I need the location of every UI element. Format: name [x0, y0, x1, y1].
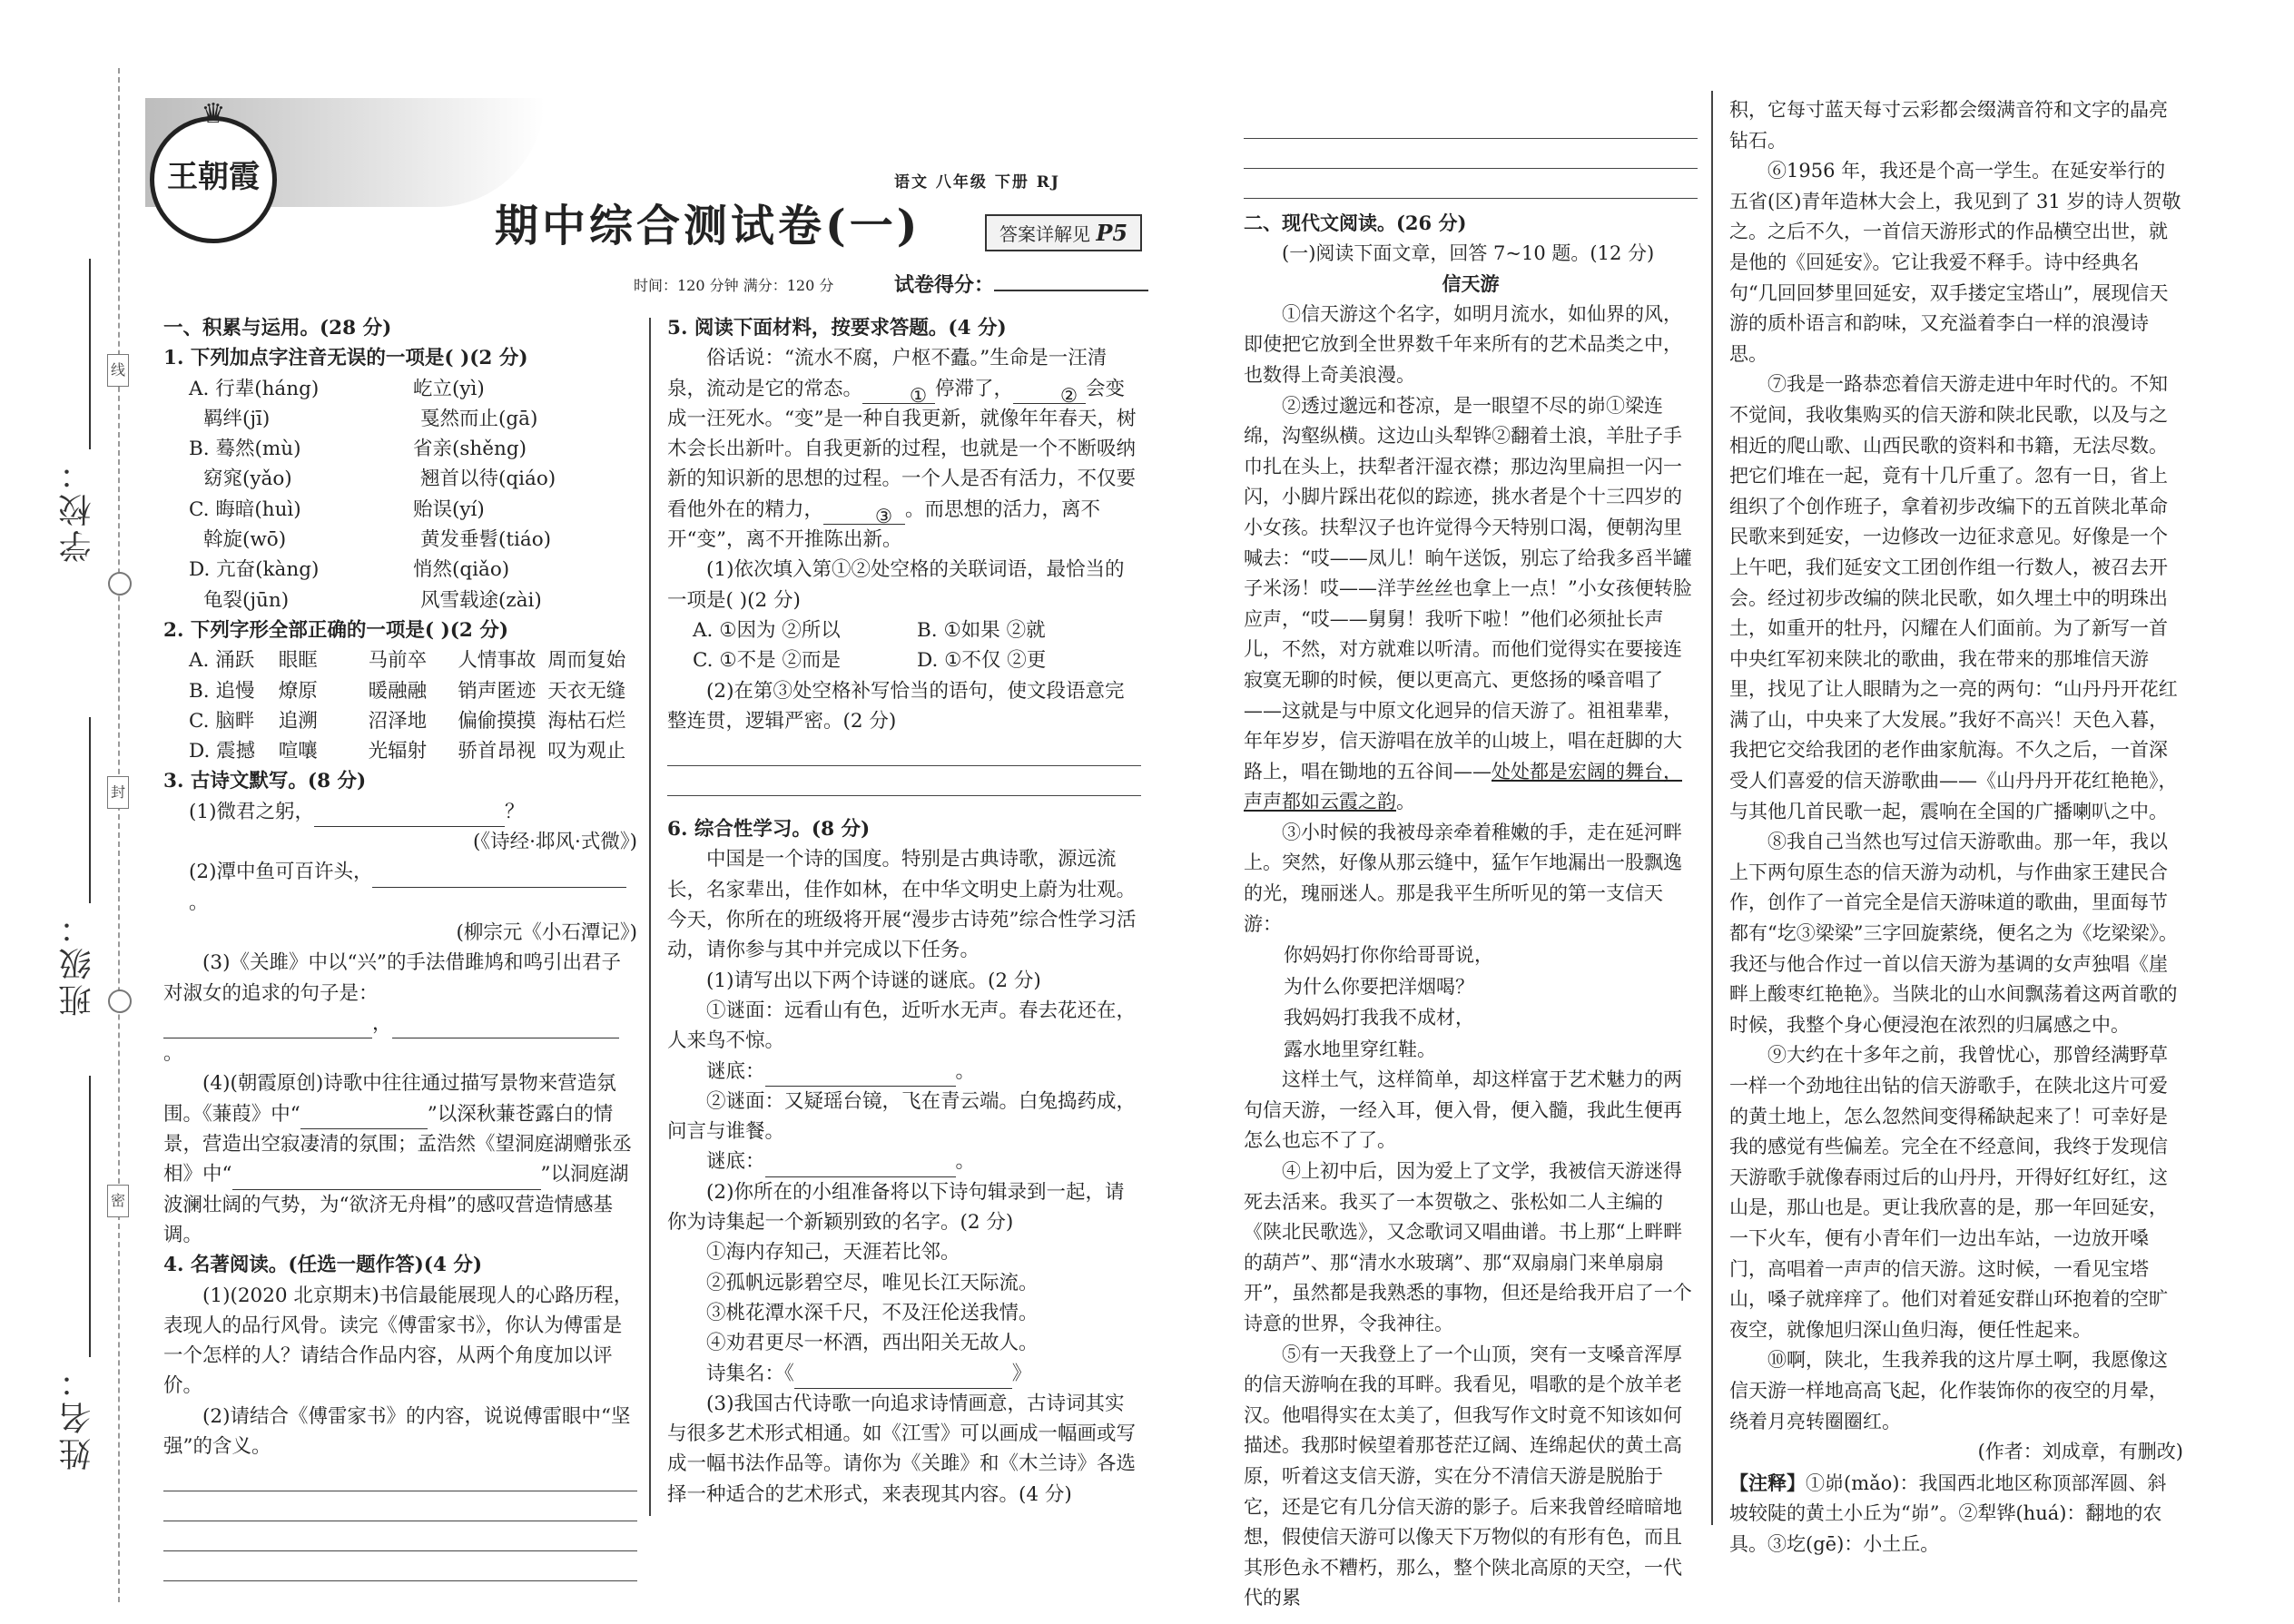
school-label: 学校： [59, 454, 96, 563]
q5-options-ab: A. ①因为 ②所以 B. ①如果 ②就 [693, 618, 1046, 642]
question-6: 6. 综合性学习。(8 分) [667, 818, 871, 842]
seal-mark-line: 线 [107, 354, 129, 387]
notes-label: 【注释】 [1729, 1471, 1806, 1494]
class-field[interactable] [89, 717, 91, 903]
q3-4: (4)(朝霞原创)诗歌中往往通过描写景物来营造氛围。《蒹葭》中“ ”以深秋蒹苍露白的情景，营造出空寂凄清的氛围；孟浩然《望洞庭湖赠张丞相》中“ ”以洞庭湖波澜壮阔的气势，为“欲济无舟楫”的感叹营造情感基调。 [163, 1072, 633, 1246]
name-label: 姓名： [59, 1362, 96, 1471]
source-note: (柳宗元《小石潭记》) [456, 920, 637, 944]
answer-blank[interactable] [794, 1366, 1012, 1389]
answer-blank[interactable] [392, 1016, 619, 1038]
q3-3: (3)《关雎》中以“兴”的手法借雎鸠和鸣引出君子对淑女的追求的句子是： [163, 951, 621, 1005]
paragraph: ④上初中后，因为爱上了文学，我被信天游迷得死去活来。我买了一本贺敬之、张松如二人主编的《陕北民歌选》，又念歌词又唱曲谱。书上那“上畔畔的葫芦”、那“清水水玻璃”、那“双扇扇门来单扇扇开”，虽然都是我熟悉的事物，但还是给我开启了一个诗意的世界，令我神往。 [1244, 1160, 1692, 1334]
poem-line: ③桃花潭水深千尺，不及汪伦送我情。 [706, 1301, 1039, 1324]
q2-option-d: D. 震撼 喧嚷 光辐射 骄首昂视 叹为观止 [189, 740, 626, 763]
column-divider [1711, 91, 1713, 1525]
q6-2: (2)你所在的小组准备将以下诗句辑录到一起，请你为诗集起一个新颖别致的名字。(2 分) [667, 1180, 1125, 1235]
column-2 [667, 313, 1141, 1510]
answer-line[interactable] [163, 1462, 637, 1491]
paragraph: ⑦我是一路恭恋着信天游走进中年时代的。不知不觉间，我收集购买的信天游和陕北民歌，以及与之相近的爬山歌、山西民歌的资料和书籍，无法尽数。把它们堆在一起，竟有十几斤重了。忽有一日，省上组织了个创作班子，拿着初步改编下的五首陕北革命民歌来到延安，一边修改一边征求意见。好像是一个上午吧，我们延安文工团创作组一行数人，被召去开会。经过初步改编的陕北民歌，如久埋土中的明珠出土，如重开的牡丹，闪耀在人们面前。为了新写一首中央红军初来陕北的歌曲，我在带来的那堆信天游里，找见了让人眼睛为之一亮的两句：“山丹丹开花红满了山，中央来了大发展。”我好不高兴！天色入暮，我把它交给我团的老作曲家航海。不久之后，一首深受人们喜爱的信天游歌曲——《山丹丹开花红艳艳》，与其他几首民歌一起，震响在全国的广播喇叭之中。 [1729, 373, 2178, 822]
paragraph: ⑨大约在十多年之前，我曾忧心，那曾经满野草一样一个劲地往出钻的信天游歌手，在陕北这片可爱的黄土地上，怎么忽然间变得稀缺起来了！可幸好是我的感觉有些偏差。完全在不经意间，我终于发现信天游歌手就像春雨过后的山丹丹，开得好红好红，这山是，那山也是。更让我欣喜的是，那一年回延安，一下火车，便有小青年们一边出车站，一边放开嗓门，高唱着一声声的信天游。这时候，一看见宝塔山，嗓子就痒痒了。他们对着延安群山环抱着的空旷夜空，就像旭归深山鱼归海，便任性起来。 [1729, 1044, 2168, 1341]
riddle-2: ②谜面：又疑瑶台镜，飞在青云端。白兔捣药成，问言与谁餐。 [667, 1089, 1137, 1144]
question-2: 2. 下列字形全部正确的一项是( )(2 分) [163, 618, 509, 642]
column-4 [1729, 95, 2183, 1560]
answer-reference [985, 214, 1142, 251]
paragraph: ⑧我自己当然也写过信天游歌曲。那一年，我以上下两句原生态的信天游为动机，与作曲家王建民合作，创作了一首完全是信天游味道的歌曲，里面每节都有“圪③梁梁”三字回旋萦绕，便名之为《圪梁梁》。我还与他合作过一首以信天游为基调的女声独唱《崖畔上酸枣红艳艳》。当陕北的山水间飘荡着这两首歌的时候，我整个身心便浸泡在浓烈的归属感之中。 [1729, 831, 2178, 1036]
binding-ring [108, 989, 132, 1013]
class-label: 班级： [59, 908, 96, 1017]
poem-line: 为什么你要把洋烟喝？ [1284, 975, 1474, 998]
q3-1: (1)微君之躬， ？ [163, 797, 637, 827]
blank-2[interactable]: ② [1013, 381, 1086, 404]
q1-option-c2: 斡旋(wō) 黄发垂髫(tiáo) [203, 528, 552, 552]
binding-ring [108, 572, 132, 595]
riddle-2-answer: 谜底： 。 [667, 1147, 1141, 1176]
school-field[interactable] [89, 259, 91, 449]
answer-blank[interactable] [300, 1107, 428, 1129]
q6-3: (3)我国古代诗歌一向追求诗情画意，古诗词其实与很多艺术形式相通。如《江雪》可以画成一幅画或写成一幅书法作品等。请你为《关雎》和《木兰诗》各选择一种适合的艺术形式，来表现其内容。(4 分) [667, 1392, 1137, 1506]
poem-line: 露水地里穿红鞋。 [1284, 1038, 1436, 1060]
answer-line[interactable] [163, 1521, 637, 1551]
paragraph: ③小时候的我被母亲牵着稚嫩的手，走在延河畔上。突然，好像从那云缝中，猛乍乍地漏出一股飘逸的光，瑰丽迷人。那是我平生所听见的第一支信天游： [1244, 821, 1682, 935]
time-info: 时间：120 分钟 满分：120 分 [634, 277, 834, 294]
article-title: 信天游 [1442, 272, 1500, 296]
question-1: 1. 下列加点字注音无误的一项是( )(2 分) [163, 347, 528, 370]
column-3 [1244, 109, 1698, 1614]
section-heading: 一、积累与运用。(28 分) [163, 317, 392, 340]
footnotes [1729, 1468, 2183, 1560]
q5-1: (1)依次填入第①②处空格的关联词语，最恰当的一项是( )(2 分) [667, 558, 1125, 612]
poem-line: 你妈妈打你你给哥哥说， [1284, 944, 1493, 967]
blank-3[interactable]: ③ [823, 502, 905, 525]
answer-ref-label: 答案详解见 [999, 223, 1090, 245]
q2-option-b: B. 追慢 燎原 暖融融 销声匿迹 天衣无缝 [189, 679, 626, 703]
column-divider [649, 318, 651, 1516]
author-note: (作者：刘成章，有删改) [1977, 1441, 2183, 1463]
paragraph: ⑤有一天我登上了一个山顶，突有一支嗓音浑厚的信天游响在我的耳畔。我看见，唱歌的是个放羊老汉。他唱得实在太美了，但我写作文时竟不知该如何描述。我那时候望着那苍茫辽阔、连绵起伏的黄土高原，听着这支信天游，实在分不清信天游是脱胎于它，还是它有几分信天游的影子。后来我曾经暗暗地想，假使信天游可以像天下万物似的有形有色，而且其形色永不糟朽，那么，整个陕北高原的天空，一代代的累 [1244, 1343, 1682, 1609]
paragraph: ⑥1956 年，我还是个高一学生。在延安举行的五省(区)青年造林大会上，我见到了 31 岁的诗人贺敬之。之后不久，一首信天游形式的作品横空出世，就是他的《回延安》。它让我爱不释手。诗中经典名句“几回回梦里回延安，双手搂定宝塔山”，展现信天游的质朴语言和韵味，又充溢着李白一样的浪漫诗思。 [1729, 160, 2181, 365]
crown-icon: ♛ [201, 98, 226, 130]
page-title: 期中综合测试卷(一) [495, 201, 921, 251]
answer-line[interactable] [1244, 169, 1698, 199]
q6-intro: 中国是一个诗的国度。特别是古典诗歌，源远流长，名家辈出，佳作如林，在中华文明史上蔚为壮观。今天，你所在的班级将开展“漫步古诗苑”综合性学习活动，请你参与其中并完成以下任务。 [667, 848, 1137, 962]
reading-intro: (一)阅读下面文章，回答 7~10 题。(12 分) [1282, 241, 1655, 264]
source-note: (《诗经·邶风·式微》) [473, 831, 637, 854]
answer-line[interactable] [667, 736, 1141, 766]
poem-line: ④劝君更尽一杯酒，西出阳关无故人。 [706, 1332, 1039, 1355]
score-label: 试卷得分： [894, 273, 995, 297]
question-5: 5. 阅读下面材料，按要求答题。(4 分) [667, 317, 1007, 340]
poem-line: ②孤帆远影碧空尽，唯见长江天际流。 [706, 1271, 1039, 1294]
question-3: 3. 古诗文默写。(8 分) [163, 770, 367, 793]
q1-option-b: B. 蓦然(mù) 省亲(shěng) [189, 438, 527, 461]
binding-strip [0, 0, 136, 1624]
q1-option-b2: 窈窕(yǎo) 翘首以待(qiáo) [203, 468, 556, 491]
q4-1: (1)(2020 北京期末)书信最能展现人的心路历程，表现人的品行风骨。读完《傅雷家书》，你认为傅雷是一个怎样的人？请结合作品内容，从两个角度加以评价。 [163, 1284, 634, 1398]
answer-blank[interactable] [765, 1155, 956, 1177]
q6-1: (1)请写出以下两个诗谜的谜底。(2 分) [706, 969, 1041, 992]
poem-line: 我妈妈打我我不成材， [1284, 1007, 1474, 1029]
q1-option-a: A. 行辈(háng) 屹立(yì) [189, 377, 485, 400]
answer-blank[interactable] [314, 804, 505, 827]
q1-option-d: D. 亢奋(kàng) 悄然(qiǎo) [189, 558, 510, 582]
q3-3-blanks: ，。 [163, 1009, 637, 1069]
paragraph: ①信天游这个名字，如明月流水，如仙界的风，即使把它放到全世界数千年来所有的艺术品类之中，也数得上奇美浪漫。 [1244, 302, 1682, 386]
q3-2: (2)潭中鱼可百许头，。 [163, 857, 637, 918]
paragraph: ②透过邈远和苍凉，是一眼望不尽的峁①梁连绵，沟壑纵横。这边山头犁铧②翻着土浪，羊肚子手巾扎在头上，扶犁者汗湿衣襟；那边沟里扁担一闪一闪，小脚片踩出花似的踪迹，挑水者是个十三四岁的小女孩。扶犁汉子也许觉得今天特别口渴，便朝沟里喊去：“哎——凤儿！晌午送饭，别忘了给我多舀半罐子米汤！哎——洋芋丝丝也拿上一点！”小女孩便转脸应声，“哎——舅舅！我听下啦！”他们必须扯长声儿，不然，对方就难以听清。而他们觉得实在要接连寂寞无聊的时候，便以更高亢、更悠扬的嗓音唱了——这就是与中原文化迥异的信天游了。祖祖辈辈，年年岁岁，信天游唱在放羊的山坡上，唱在赶脚的大路上，唱在锄地的五谷间——处处都是宏阔的舞台，声声都如云霞之韵。 [1244, 394, 1692, 813]
logo-text: 王朝霞 [167, 159, 260, 195]
paragraph: 积，它每寸蓝天每寸云彩都会缀满音符和文字的晶亮钻石。 [1729, 99, 2168, 152]
q4-2: (2)请结合《傅雷家书》的内容，说说傅雷眼中“坚强”的含义。 [163, 1404, 631, 1458]
q2-option-c: C. 脑畔 追溯 沼泽地 偏偷摸摸 海枯石烂 [189, 709, 626, 733]
seal-mark-seal: 封 [107, 776, 129, 809]
answer-line[interactable] [1244, 139, 1698, 169]
answer-blank[interactable] [332, 1167, 541, 1190]
answer-line[interactable] [667, 766, 1141, 796]
q1-option-c: C. 晦暗(huì) 贻误(yí) [189, 497, 485, 521]
notes-text: ①峁(mǎo)：我国西北地区称顶部浑圆、斜坡较陡的黄土小丘为“峁”。②犁铧(huá)：翻地的农具。③圪(gē)：小土丘。 [1729, 1471, 2167, 1555]
blank-1[interactable]: ① [862, 381, 935, 404]
answer-blank[interactable] [765, 1064, 956, 1087]
section-heading: 二、现代文阅读。(26 分) [1244, 212, 1467, 234]
q2-option-a: A. 涌跃 眼眶 马前卒 人情事故 周而复始 [189, 649, 626, 673]
q5-options-cd: C. ①不是 ②而是 D. ①不仅 ②更 [693, 649, 1047, 673]
answer-page: P5 [1096, 220, 1128, 246]
score-blank[interactable] [994, 290, 1148, 291]
column-1 [163, 313, 637, 1581]
score-field[interactable] [894, 270, 1148, 298]
name-field[interactable] [89, 1076, 91, 1357]
answer-blank[interactable] [232, 1167, 332, 1190]
underlined-sentence: 处处都是宏阔的舞台，声声都如云霞之韵 [1244, 760, 1682, 813]
answer-line[interactable] [163, 1551, 637, 1581]
riddle-1-answer: 谜底： 。 [667, 1057, 1141, 1087]
subject-tag: 语文 八年级 下册 RJ [894, 173, 1060, 192]
q5-passage: 俗话说：“流水不腐，户枢不蠹。”生命是一汪清泉，流动是它的常态。 ① 停滞了， ② 会变成一汪死水。“变”是一种自我更新，就像年年春天，树木会长出新叶。自我更新的过程，也就是一个不断吸纳新的知识新的思想的过程。一个人是否有活力，不仅要看他外在的精力， ③ 。而思想的活力，离不开“变”，离不开推陈出新。 [667, 347, 1137, 552]
question-4: 4. 名著阅读。(任选一题作答)(4 分) [163, 1254, 483, 1277]
answer-blank[interactable] [372, 865, 626, 888]
fold-line [118, 68, 120, 1602]
q5-2: (2)在第③处空格补写恰当的语句，使文段语意完整连贯，逻辑严密。(2 分) [667, 679, 1125, 733]
q1-option-a2: 羁绊(jī) 戛然而止(gā) [203, 407, 538, 430]
answer-blank[interactable] [163, 1016, 372, 1038]
collection-name: 诗集名：《 》 [667, 1359, 1141, 1389]
answer-line[interactable] [1244, 109, 1698, 139]
paragraph: 这样土气，这样简单，却这样富于艺术魅力的两句信天游，一经入耳，便入骨，便入髓，我此生便再怎么也忘不了了。 [1244, 1068, 1682, 1152]
paragraph: ⑩啊，陕北，生我养我的这片厚土啊，我愿像这信天游一样地高高飞起，化作装饰你的夜空的月晕，绕着月亮转圈圈红。 [1729, 1349, 2168, 1432]
brand-logo [150, 98, 277, 243]
riddle-1: ①谜面：远看山有色，近听水无声。春去花还在，人来鸟不惊。 [667, 999, 1137, 1053]
q1-option-d2: 龟裂(jūn) 风雪载途(zài) [203, 588, 542, 612]
poem-line: ①海内存知己，天涯若比邻。 [706, 1241, 960, 1265]
seal-mark-secret: 密 [107, 1185, 129, 1217]
answer-line[interactable] [163, 1491, 637, 1521]
